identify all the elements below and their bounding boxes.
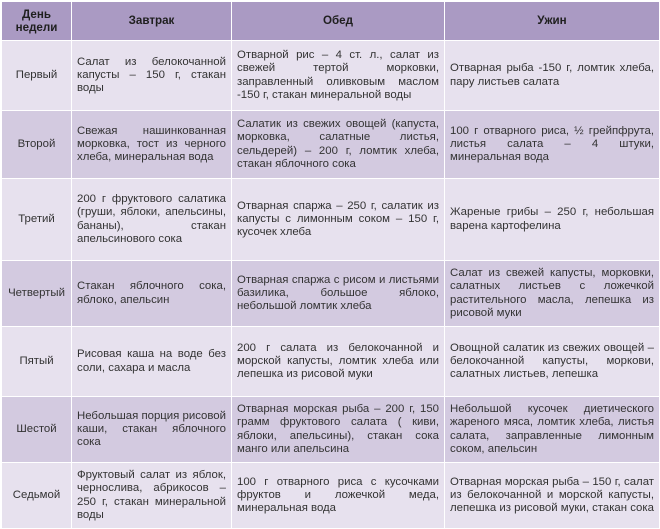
table-header-row: [2, 2, 660, 41]
table-row: [2, 397, 660, 463]
breakfast-cell: Небольшая порция рисовой каши, стакан яблочного сока: [72, 397, 232, 463]
table-row: [2, 327, 660, 397]
breakfast-cell: Стакан яблочного сока, яблоко, апельсин: [72, 261, 232, 327]
lunch-cell: Отварная морская рыба – 200 г, 150 грамм фруктового салата ( киви, яблоки, апельсины), стакан сока манго или апельсина: [232, 397, 445, 463]
table-row: [2, 41, 660, 111]
dinner-cell: Отварная рыба -150 г, ломтик хлеба, пару листьев салата: [445, 41, 660, 111]
breakfast-cell: Свежая нашинкованная морковка, тост из черного хлеба, минеральная вода: [72, 111, 232, 179]
table-row: [2, 463, 660, 529]
day-cell: Четвертый: [2, 261, 72, 327]
lunch-cell: Отварная спаржа с рисом и листьями базилика, большое яблоко, небольшой ломтик хлеба: [232, 261, 445, 327]
breakfast-cell: 200 г фруктового салатика (груши, яблоки, апельсины, бананы), стакан апельсинового сока: [72, 179, 232, 261]
table-row: [2, 261, 660, 327]
day-cell: Шестой: [2, 397, 72, 463]
day-cell: Седьмой: [2, 463, 72, 529]
table-row: [2, 111, 660, 179]
header-dinner: Ужин: [445, 2, 660, 41]
lunch-cell: Салатик из свежих овощей (капуста, морковка, салатные листья, сельдерей) – 200 г, ломтик хлеба, стакан яблочного сока: [232, 111, 445, 179]
header-lunch: Обед: [232, 2, 445, 41]
day-cell: Третий: [2, 179, 72, 261]
dinner-cell: Овощной салатик из свежих овощей – белокочанной капусты, моркови, салатных листьев, лепешка: [445, 327, 660, 397]
day-cell: Пятый: [2, 327, 72, 397]
dinner-cell: Жареные грибы – 250 г, небольшая варена картофелина: [445, 179, 660, 261]
lunch-cell: 100 г отварного риса с кусочками фруктов и ложечкой меда, минеральная вода: [232, 463, 445, 529]
lunch-cell: Отварной рис – 4 ст. л., салат из свежей тертой морковки, заправленный оливковым маслом -150 г, стакан минеральной воды: [232, 41, 445, 111]
day-cell: Второй: [2, 111, 72, 179]
breakfast-cell: Рисовая каша на воде без соли, сахара и масла: [72, 327, 232, 397]
dinner-cell: Салат из свежей капусты, морковки, салатных листьев с ложечкой растительного масла, лепешка из рисовой муки: [445, 261, 660, 327]
lunch-cell: Отварная спаржа – 250 г, салатик из капусты с лимонным соком – 150 г, кусочек хлеба: [232, 179, 445, 261]
dinner-cell: Небольшой кусочек диетического жареного мяса, ломтик хлеба, листья салата, заправленные лимонным соком, апельсин: [445, 397, 660, 463]
breakfast-cell: Фруктовый салат из яблок, чернослива, абрикосов – 250 г, стакан минеральной воды: [72, 463, 232, 529]
header-breakfast: Завтрак: [72, 2, 232, 41]
dinner-cell: Отварная морская рыба – 150 г, салат из белокочанной и морской капусты, лепешка из рисовой муки, стакан сока: [445, 463, 660, 529]
breakfast-cell: Салат из белокочанной капусты – 150 г, стакан воды: [72, 41, 232, 111]
header-day: День недели: [2, 2, 72, 41]
diet-menu-table: [1, 1, 660, 529]
lunch-cell: 200 г салата из белокочанной и морской капусты, ломтик хлеба или лепешка из рисовой муки: [232, 327, 445, 397]
dinner-cell: 100 г отварного риса, ½ грейпфрута, листья салата – 4 штуки, минеральная вода: [445, 111, 660, 179]
day-cell: Первый: [2, 41, 72, 111]
table-row: [2, 179, 660, 261]
